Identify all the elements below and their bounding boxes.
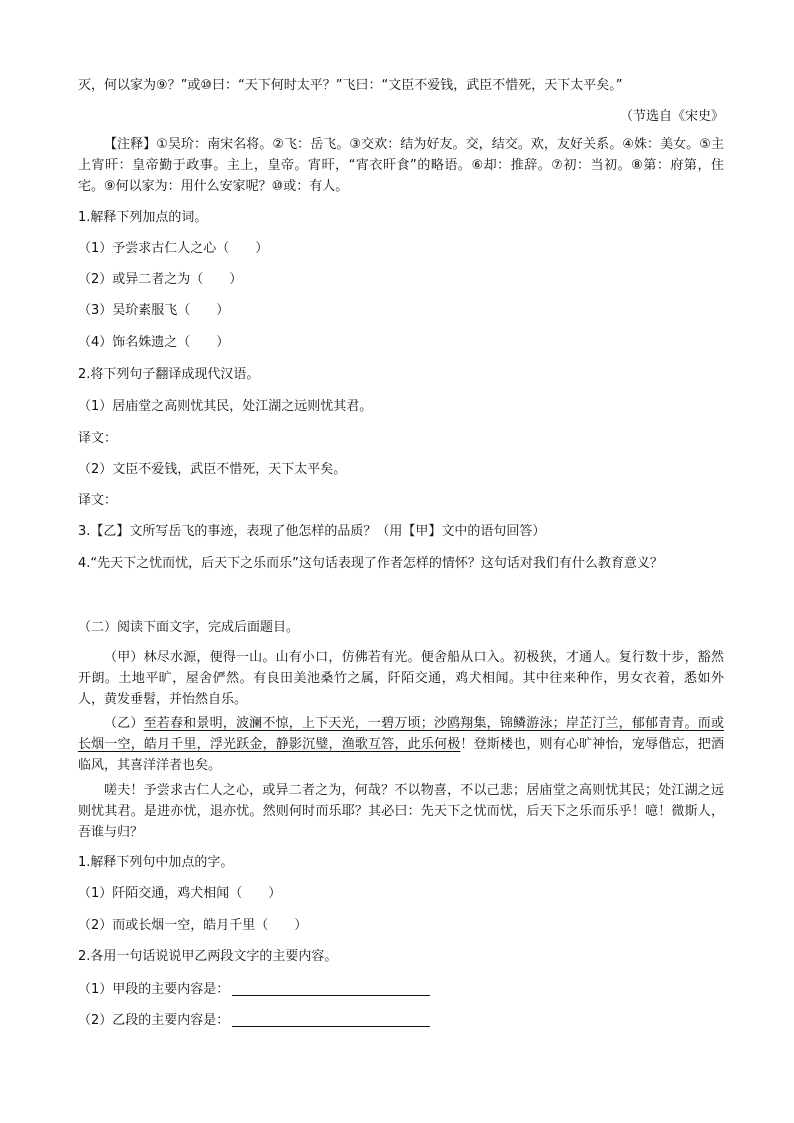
question-5-title: 1.解释下列句中加点的字。 (78, 855, 234, 870)
question-3: 3.【乙】文所写岳飞的事迹，表现了他怎样的品质？（用【甲】文中的语句回答） (78, 524, 546, 539)
question-1-item: （1）予尝求古仁人之心（ ） (78, 241, 269, 256)
passage-yi (78, 713, 724, 776)
question-1-item: （2）或异二者之为（ ） (78, 272, 243, 287)
question-1-title: 1.解释下列加点的词。 (78, 210, 208, 225)
passage-bing: 嗟夫！予尝求古仁人之心，或异二者之为，何哉？不以物喜，不以己悲；居庙堂之高则忧其民；处江湖之远则忧其君。是进亦忧，退亦忧。然则何时而乐耶？其必曰：先天下之忧而忧，后天下之乐而乐乎！噫！微斯人，吾谁与归？ (78, 783, 724, 840)
question-2-title: 2.将下列句子翻译成现代汉语。 (78, 367, 260, 382)
passage-yi-lead: （乙） (104, 716, 144, 731)
passage-jia: （甲）林尽水源，便得一山。山有小口，仿佛若有光。便舍船从口入。初极狭，才通人。复行数十步，豁然开朗。土地平旷，屋舍俨然。有良田美池桑竹之属，阡陌交通，鸡犬相闻。其中往来种作，男女衣着，悉如外人，黄发垂髫，并怡然自乐。 (78, 650, 724, 707)
translation-sentence-2: （2）文臣不爱钱，武臣不惜死，天下太平矣。 (78, 462, 347, 477)
passage-yi-underlined: 至若春和景明，波澜不惊，上下天光，一碧万顷；沙鸥翔集，锦鳞游泳；岸芷汀兰，郁郁青青。而或长烟一空，皓月千里，浮光跃金，静影沉璧，渔歌互答，此乐何极 (78, 716, 724, 752)
question-6-item (78, 979, 728, 1000)
translation-answer-label: 译文： (78, 493, 118, 508)
question-4: 4.“先天下之忧而忧，后天下之乐而乐”这句话表现了作者怎样的情怀？这句话对我们有什么教育意义？ (78, 556, 663, 571)
continued-text-line: 灭，何以家为⑨？”或⑩曰：“天下何时太平？”飞曰：“文臣不爱钱，武臣不惜死，天下太平矣。” (78, 78, 623, 93)
passage-yi-rest: ！登斯楼也，则有心旷神怡，宠辱偕忘，把酒临风，其喜洋洋者也矣。 (78, 737, 724, 773)
answer-blank-line[interactable] (232, 1012, 430, 1027)
question-1-item: （4）饰名姝遗之（ ） (78, 335, 230, 350)
section-2-title: （二）阅读下面文字，完成后面题目。 (78, 620, 300, 635)
question-5-item: （1）阡陌交通，鸡犬相闻（ ） (78, 886, 282, 901)
question-6-item-label: （2）乙段的主要内容是： (78, 1013, 230, 1028)
question-6-title: 2.各用一句话说说甲乙两段文字的主要内容。 (78, 949, 338, 964)
source-citation: （节选自《宋史》 (619, 109, 724, 124)
question-1-item: （3）吴玠素服飞（ ） (78, 303, 230, 318)
translation-sentence-1: （1）居庙堂之高则忧其民，处江湖之远则忧其君。 (78, 399, 373, 414)
translation-answer-label: 译文： (78, 431, 118, 446)
question-5-item: （2）而或长烟一空，皓月千里（ ） (78, 918, 308, 933)
question-6-item-label: （1）甲段的主要内容是： (78, 982, 230, 997)
annotation-notes: 【注释】①吴玠：南宋名将。②飞：岳飞。③交欢：结为好友。交，结交。欢，友好关系。④姝：美女。⑤主上宵旰：皇帝勤于政事。主上，皇帝。宵旰，“宵衣旰食”的略语。⑥却：推辞。⑦初：当初。⑧第：府第，住宅。⑨何以家为：用什么安家呢？⑩或：有人。 (78, 137, 724, 194)
question-6-item (78, 1010, 728, 1031)
answer-blank-line[interactable] (232, 981, 430, 996)
